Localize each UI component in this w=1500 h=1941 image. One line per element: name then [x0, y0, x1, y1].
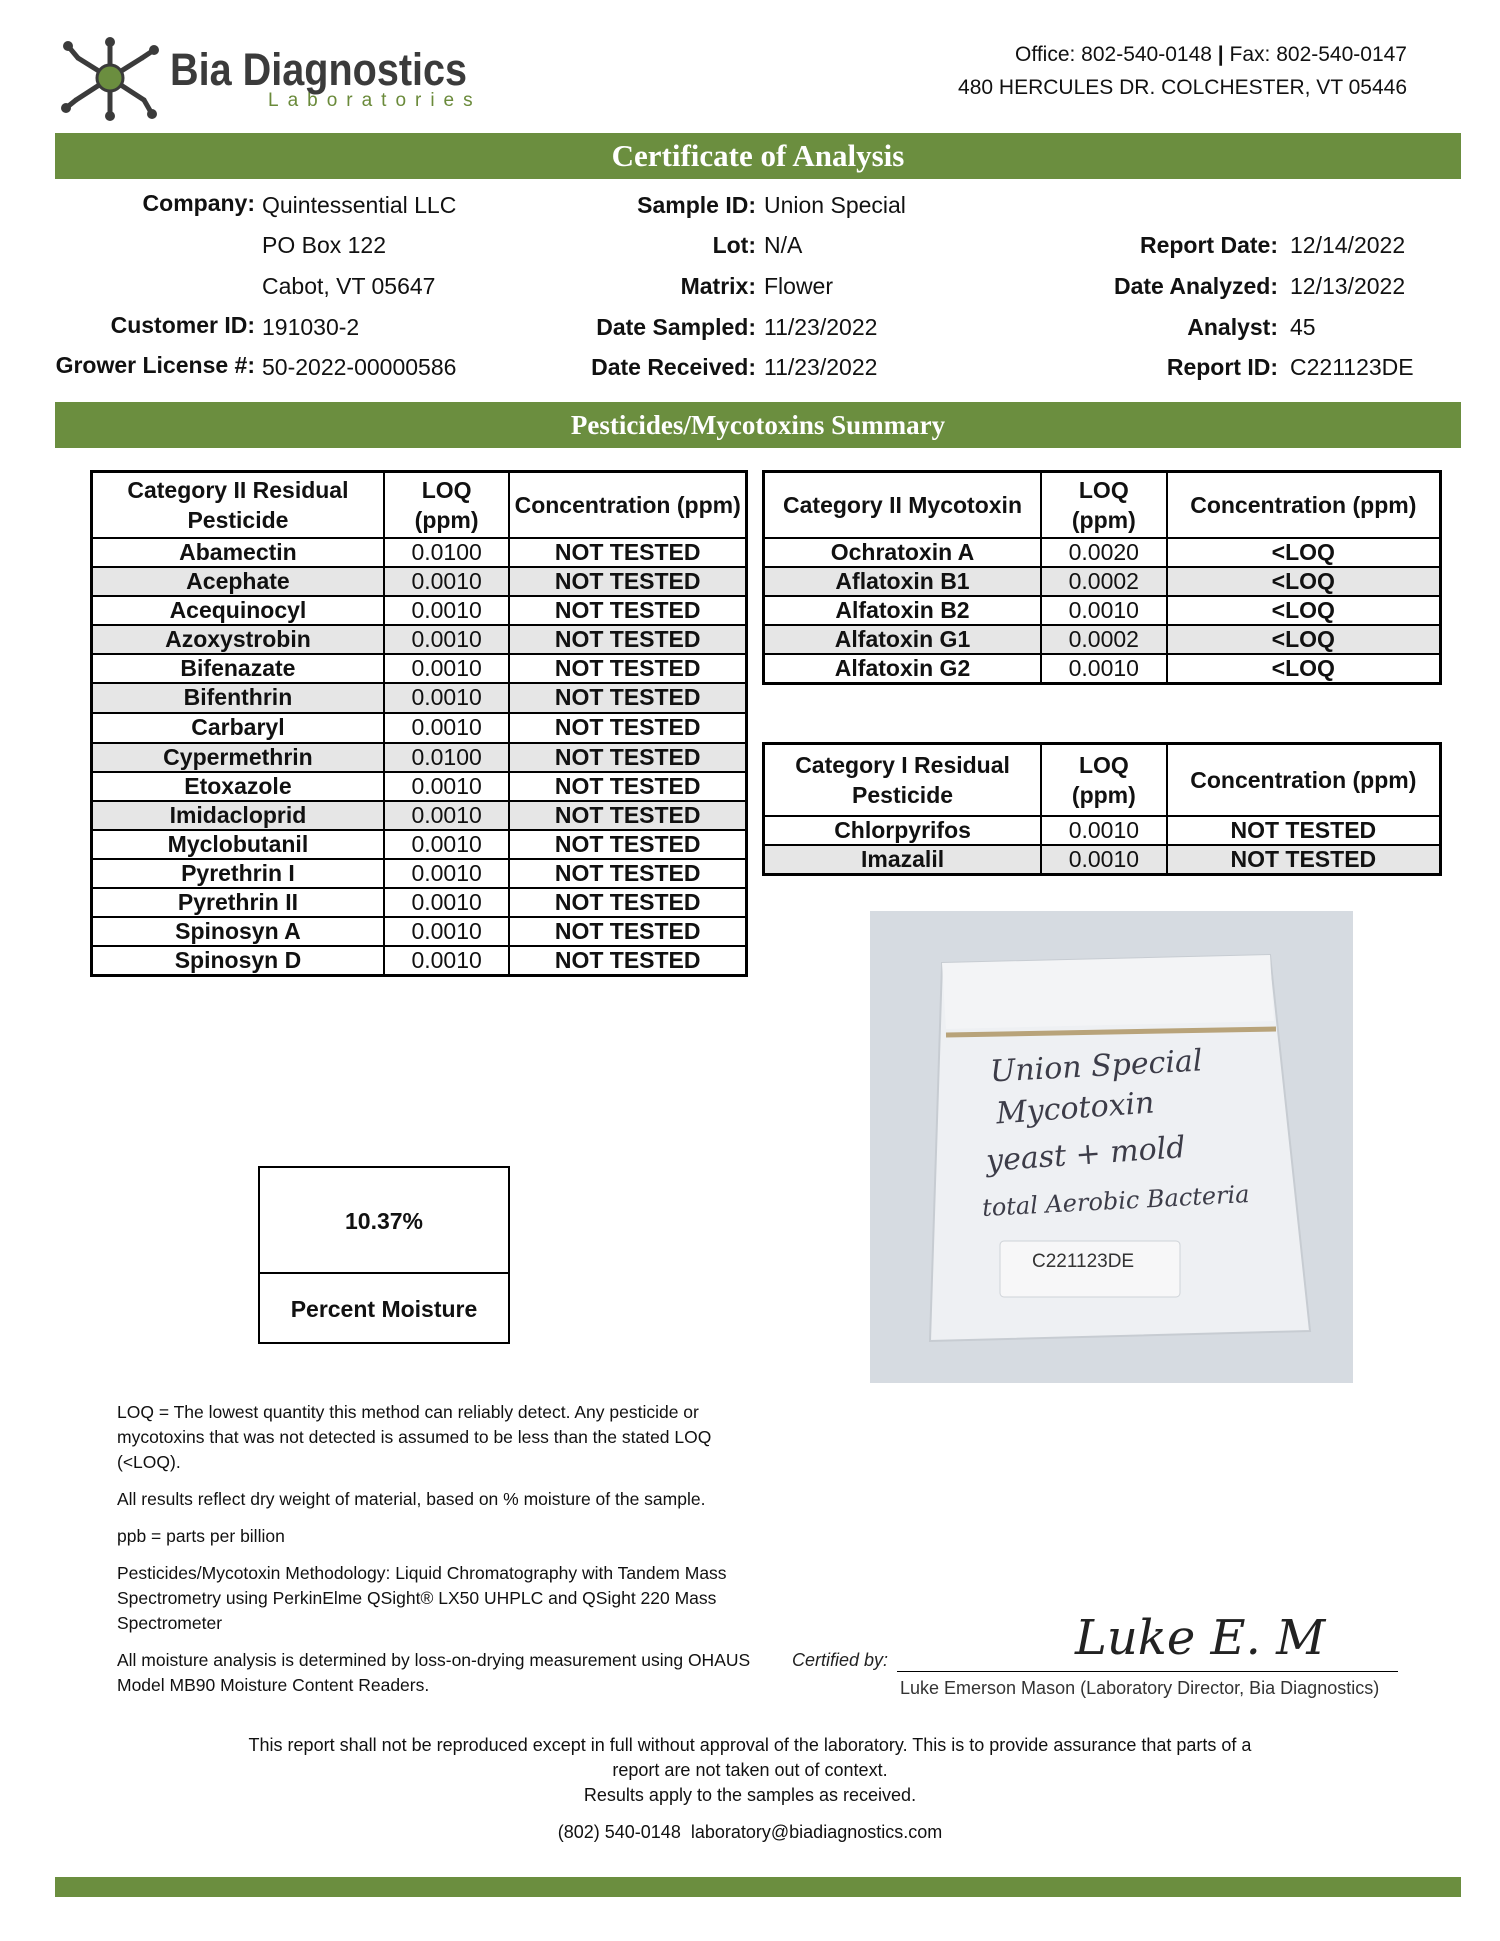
loq-value: 0.0010: [384, 713, 509, 743]
logo-name: Bia Diagnostics: [170, 44, 468, 95]
footer-phone: (802) 540-0148: [557, 1822, 681, 1842]
analyte-name: Spinosyn D: [92, 946, 384, 976]
loq-value: 0.0010: [384, 654, 509, 683]
table-row: [92, 830, 747, 859]
table-header: Concentration (ppm): [1167, 744, 1441, 816]
loq-value: 0.0020: [1041, 538, 1167, 567]
sample-id: Union Special: [764, 192, 906, 218]
concentration-value: NOT TESTED: [509, 683, 746, 713]
loq-value: 0.0010: [384, 683, 509, 713]
photo-handwriting-4: total Aerobic Bacteria: [981, 1180, 1251, 1222]
disclaimer-line1: This report shall not be reproduced except in full without approval of the laboratory. This is to provide assurance that parts of a: [248, 1735, 1252, 1755]
matrix-value: Flower: [764, 273, 834, 299]
photo-handwriting-1: Union Special: [989, 1043, 1204, 1090]
analyte-name: Bifenthrin: [92, 683, 384, 713]
table-header: Concentration (ppm): [1167, 472, 1441, 538]
lab-logo: [60, 30, 482, 130]
loq-value: 0.0010: [1041, 654, 1167, 684]
table-row: [92, 772, 747, 801]
table-row: [764, 816, 1441, 845]
analyte-name: Chlorpyrifos: [764, 816, 1042, 845]
note-ppb: ppb = parts per billion: [117, 1526, 285, 1546]
analyte-name: Alfatoxin B2: [764, 596, 1042, 625]
cat1-pesticide-table: [762, 742, 1442, 876]
loq-value: 0.0010: [1041, 816, 1167, 845]
office-phone: Office: 802-540-0148: [1015, 43, 1212, 66]
photo-handwriting-3: yeast + mold: [985, 1130, 1187, 1179]
matrix-label: Matrix:: [680, 273, 756, 299]
concentration-value: NOT TESTED: [509, 888, 746, 917]
concentration-value: <LOQ: [1167, 567, 1441, 596]
table-header: Concentration (ppm): [509, 472, 746, 538]
analyte-name: Aflatoxin B1: [764, 567, 1042, 596]
loq-value: 0.0010: [384, 830, 509, 859]
analyte-name: Alfatoxin G2: [764, 654, 1042, 684]
lot-value: N/A: [764, 232, 803, 258]
photo-handwriting-2: Mycotoxin: [994, 1085, 1156, 1132]
table-header: LOQ (ppm): [1041, 472, 1167, 538]
table-row: [92, 713, 747, 743]
company-address-line2: Cabot, VT 05647: [262, 273, 436, 299]
moisture-box: [258, 1166, 510, 1344]
date-sampled-label: Date Sampled:: [596, 314, 756, 340]
loq-value: 0.0010: [384, 801, 509, 830]
analyst-label: Analyst:: [1187, 314, 1278, 340]
note-moisture: All moisture analysis is determined by loss-on-drying measurement using OHAUS Model MB90 Moisture Content Readers.: [117, 1650, 751, 1695]
analyte-name: Carbaryl: [92, 713, 384, 743]
footer-email: laboratory@biadiagnostics.com: [690, 1822, 943, 1842]
analyte-name: Myclobutanil: [92, 830, 384, 859]
concentration-value: NOT TESTED: [509, 946, 746, 976]
concentration-value: <LOQ: [1167, 625, 1441, 654]
summary-title: Pesticides/Mycotoxins Summary: [55, 402, 1461, 448]
analyte-name: Spinosyn A: [92, 917, 384, 946]
table-header: Category II Mycotoxin: [764, 472, 1042, 538]
notes: [117, 1400, 757, 1710]
table-row: [764, 625, 1441, 654]
note-methodology: Pesticides/Mycotoxin Methodology: Liquid Chromatography with Tandem Mass Spectrometry using PerkinElme QSight® LX50 UHPLC and QSight 220 Mass Spectrometer: [117, 1563, 727, 1633]
cat2-pesticide-table: [90, 470, 748, 977]
lab-contact: [958, 38, 1407, 104]
note-dry-weight: All results reflect dry weight of material, based on % moisture of the sample.: [117, 1489, 706, 1509]
concentration-value: NOT TESTED: [509, 625, 746, 654]
company-address-line1: PO Box 122: [262, 232, 387, 258]
table-row: [92, 801, 747, 830]
analyst-value: 45: [1290, 314, 1316, 340]
loq-value: 0.0010: [384, 772, 509, 801]
grower-license-label: Grower License #:: [55, 352, 255, 378]
cat2-mycotoxin-table: [762, 470, 1442, 685]
table-row: [92, 625, 747, 654]
signature-line: [897, 1671, 1398, 1672]
analyte-name: Acephate: [92, 567, 384, 596]
analyte-name: Pyrethrin I: [92, 859, 384, 888]
analyte-name: Bifenazate: [92, 654, 384, 683]
concentration-value: NOT TESTED: [509, 538, 746, 567]
lot-label: Lot:: [712, 232, 756, 258]
loq-value: 0.0010: [384, 596, 509, 625]
analyte-name: Pyrethrin II: [92, 888, 384, 917]
moisture-value: 10.37%: [260, 1168, 508, 1274]
footer-contact: [0, 1822, 1500, 1843]
concentration-value: <LOQ: [1167, 654, 1441, 684]
loq-value: 0.0010: [1041, 845, 1167, 875]
signature: Luke E. M: [1075, 1610, 1326, 1666]
company-name: Quintessential LLC: [262, 192, 457, 218]
analyte-name: Ochratoxin A: [764, 538, 1042, 567]
company-label: Company:: [142, 190, 255, 216]
concentration-value: NOT TESTED: [509, 654, 746, 683]
disclaimer-line3: Results apply to the samples as received.: [583, 1785, 917, 1805]
table-header: Category I Residual Pesticide: [764, 744, 1042, 816]
concentration-value: NOT TESTED: [509, 713, 746, 743]
concentration-value: NOT TESTED: [509, 830, 746, 859]
disclaimer: [180, 1733, 1320, 1808]
lab-address: 480 HERCULES DR. COLCHESTER, VT 05446: [958, 76, 1407, 99]
loq-value: 0.0010: [384, 917, 509, 946]
date-sampled: 11/23/2022: [764, 314, 878, 340]
loq-value: 0.0010: [384, 859, 509, 888]
analyte-name: Abamectin: [92, 538, 384, 567]
sample-id-label: Sample ID:: [637, 192, 756, 218]
table-row: [764, 538, 1441, 567]
table-row: [92, 654, 747, 683]
grower-license: 50-2022-00000586: [262, 354, 457, 380]
loq-value: 0.0010: [384, 625, 509, 654]
certifier-name: Luke Emerson Mason (Laboratory Director, Bia Diagnostics): [900, 1678, 1380, 1698]
analyte-name: Imazalil: [764, 845, 1042, 875]
table-row: [92, 538, 747, 567]
analyte-name: Alfatoxin G1: [764, 625, 1042, 654]
molecule-logo-icon: [60, 30, 160, 126]
loq-value: 0.0010: [384, 888, 509, 917]
date-received: 11/23/2022: [764, 354, 878, 380]
table-row: [92, 743, 747, 772]
concentration-value: <LOQ: [1167, 538, 1441, 567]
concentration-value: NOT TESTED: [509, 772, 746, 801]
date-analyzed: 12/13/2022: [1290, 273, 1406, 299]
table-row: [92, 859, 747, 888]
concentration-value: NOT TESTED: [509, 859, 746, 888]
table-header: Category II Residual Pesticide: [92, 472, 384, 538]
table-row: [92, 888, 747, 917]
table-row: [92, 596, 747, 625]
report-date: 12/14/2022: [1290, 232, 1406, 258]
customer-id: 191030-2: [262, 314, 360, 340]
loq-value: 0.0002: [1041, 625, 1167, 654]
photo-sample-label: C221123DE: [1032, 1251, 1135, 1272]
table-row: [764, 596, 1441, 625]
table-row: [764, 567, 1441, 596]
analyte-name: Etoxazole: [92, 772, 384, 801]
report-id-label: Report ID:: [1166, 354, 1278, 380]
concentration-value: NOT TESTED: [509, 743, 746, 772]
table-header: LOQ (ppm): [1041, 744, 1167, 816]
concentration-value: NOT TESTED: [1167, 845, 1441, 875]
loq-value: 0.0100: [384, 743, 509, 772]
table-header: LOQ (ppm): [384, 472, 509, 538]
note-loq: LOQ = The lowest quantity this method can reliably detect. Any pesticide or mycotoxins that was not detected is assumed to be less than the stated LOQ (<LOQ).: [117, 1402, 712, 1472]
sample-photo: [870, 911, 1353, 1383]
table-row: [92, 567, 747, 596]
report-date-label: Report Date:: [1139, 232, 1278, 258]
concentration-value: NOT TESTED: [509, 596, 746, 625]
table-row: [764, 654, 1441, 684]
document-title: Certificate of Analysis: [55, 133, 1461, 179]
concentration-value: NOT TESTED: [1167, 816, 1441, 845]
loq-value: 0.0002: [1041, 567, 1167, 596]
contact-separator: |: [1217, 43, 1224, 66]
table-row: [92, 917, 747, 946]
analyte-name: Azoxystrobin: [92, 625, 384, 654]
fax-number: Fax: 802-540-0147: [1229, 43, 1407, 66]
footer-band: [55, 1877, 1461, 1897]
analyte-name: Cypermethrin: [92, 743, 384, 772]
concentration-value: NOT TESTED: [509, 567, 746, 596]
loq-value: 0.0010: [384, 567, 509, 596]
concentration-value: NOT TESTED: [509, 801, 746, 830]
moisture-label: Percent Moisture: [290, 1296, 478, 1322]
report-id: C221123DE: [1290, 354, 1414, 380]
concentration-value: NOT TESTED: [509, 917, 746, 946]
date-analyzed-label: Date Analyzed:: [1113, 273, 1278, 299]
table-row: [92, 683, 747, 713]
customer-id-label: Customer ID:: [110, 312, 255, 338]
table-row: [764, 845, 1441, 875]
analyte-name: Acequinocyl: [92, 596, 384, 625]
logo-subtitle: Laboratories: [268, 90, 482, 111]
concentration-value: <LOQ: [1167, 596, 1441, 625]
certified-by-label: Certified by:: [792, 1650, 889, 1670]
date-received-label: Date Received:: [591, 354, 756, 380]
loq-value: 0.0010: [384, 946, 509, 976]
analyte-name: Imidacloprid: [92, 801, 384, 830]
loq-value: 0.0100: [384, 538, 509, 567]
disclaimer-line2: report are not taken out of context.: [612, 1760, 888, 1780]
loq-value: 0.0010: [1041, 596, 1167, 625]
table-row: [92, 946, 747, 976]
